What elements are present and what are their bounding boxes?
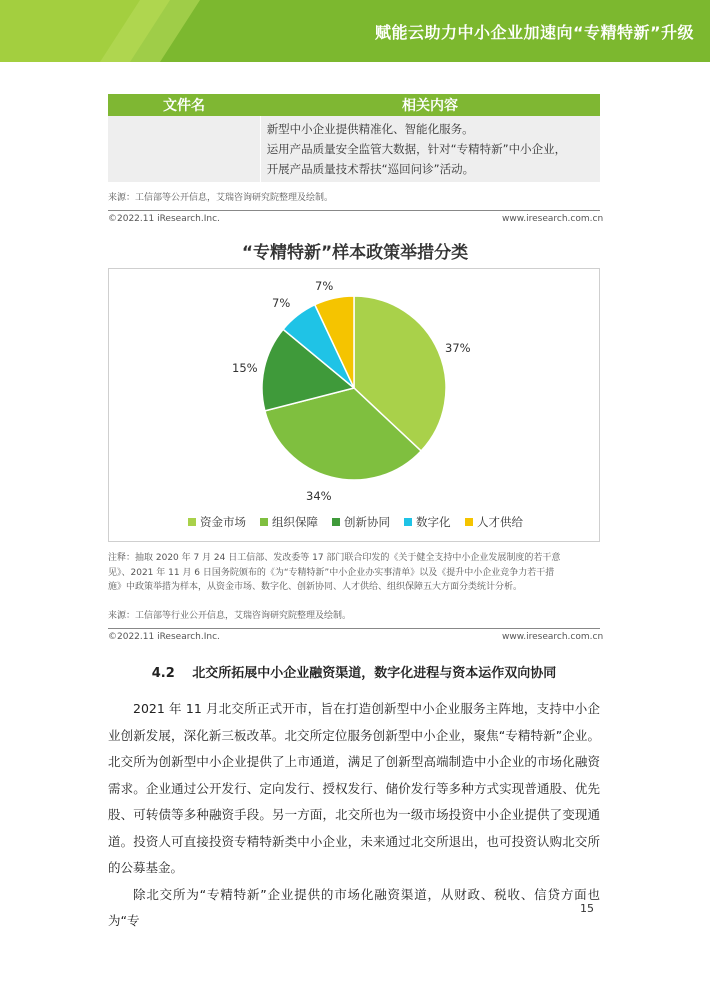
table-header-content: 相关内容	[402, 98, 458, 114]
section-heading: 4.2 北交所拓展中小企业融资渠道，数字化进程与资本运作双向协同	[151, 666, 557, 681]
paragraph: 2021 年 11 月北交所正式开市，旨在打造创新型中小企业服务主阵地，支持中小企业创新发展，深化新三板改革。北交所定位服务创新型中小企业，聚焦“专精特新”企业。北交所为创新型中小企业提供了上市通道，满足了创新型高端制造中小企业的市场化融资需求。企业通过公开发行、定向发行、授权发行、储价发行等多种方式实现普通股、优先股、可转债等多种融资手段。另一方面，北交所也为一级市场投资中小企业提供了变现通道。投资人可直接投资专精特新类中小企业，未来通过北交所退出，也可投资认购北交所的公募基金。	[108, 701, 600, 875]
legend-item-org	[260, 514, 318, 530]
table-cell-content	[261, 116, 600, 182]
table-row	[108, 116, 600, 182]
table-content-line: 新型中小企业提供精准化、智能化服务。	[266, 122, 474, 136]
legend-label: 人才供给	[477, 515, 523, 529]
chart-source: 来源：工信部等行业公开信息，艾瑞咨询研究院整理及绘制。	[108, 611, 352, 621]
policy-table	[108, 94, 600, 182]
legend-item-innovation	[332, 514, 390, 530]
legend-item-digital	[404, 514, 451, 530]
body-text	[108, 696, 600, 935]
table-header-row	[108, 94, 600, 116]
pie-chart	[108, 268, 600, 542]
divider	[108, 628, 600, 629]
table-source: 来源：工信部等公开信息，艾瑞咨询研究院整理及绘制。	[108, 193, 334, 203]
legend-label: 数字化	[416, 515, 451, 529]
legend-swatch	[404, 518, 412, 526]
table-cell-file	[108, 116, 261, 182]
chart-note	[108, 551, 600, 595]
legend-label: 组织保障	[272, 515, 318, 529]
chart-copyright: ©2022.11 iResearch.Inc.	[108, 632, 220, 642]
chart-note-line: 见》、2021 年 11 月 6 日国务院颁布的《为“专精特新”中小企业办实事清单》以及《提升中小企业竞争力若干措	[108, 567, 555, 578]
legend-swatch	[260, 518, 268, 526]
legend-label: 创新协同	[344, 515, 390, 529]
legend-item-talent	[465, 514, 523, 530]
table-header-file: 文件名	[163, 98, 205, 114]
legend-swatch	[188, 518, 196, 526]
legend-swatch	[465, 518, 473, 526]
paragraph: 除北交所为“专精特新”企业提供的市场化融资渠道，从财政、税收、信贷方面也为“专	[108, 886, 600, 928]
slice-label-5: 7%	[315, 279, 334, 293]
page-number: 15	[580, 902, 594, 915]
legend-label: 资金市场	[200, 515, 246, 529]
legend-item-funding	[188, 514, 246, 530]
chart-site: www.iresearch.com.cn	[502, 632, 604, 642]
table-copyright: ©2022.11 iResearch.Inc.	[108, 214, 220, 224]
divider	[108, 210, 600, 211]
slice-label-2: 34%	[306, 489, 332, 503]
slice-label-3: 15%	[232, 361, 258, 375]
legend-swatch	[332, 518, 340, 526]
slice-label-4: 7%	[272, 296, 291, 310]
table-site: www.iresearch.com.cn	[502, 214, 604, 224]
chart-note-line: 施》中政策举措为样本，从资金市场、数字化、创新协同、人才供给、组织保障五大方面分类统计分析。	[108, 582, 523, 592]
table-content-line: 开展产品质量技术帮扶“巡回问诊”活动。	[266, 162, 475, 176]
chart-note-line: 注释：抽取 2020 年 7 月 24 日工信部、发改委等 17 部门联合印发的《关于健全支持中小企业发展制度的若干意	[108, 553, 561, 563]
table-content-line: 运用产品质量安全监管大数据，针对“专精特新”中小企业，	[266, 142, 567, 156]
slice-label-1: 37%	[445, 341, 471, 355]
chart-title: “专精特新”样本政策举措分类	[241, 243, 469, 263]
header-title: 赋能云助力中小企业加速向“专精特新”升级	[374, 23, 694, 42]
